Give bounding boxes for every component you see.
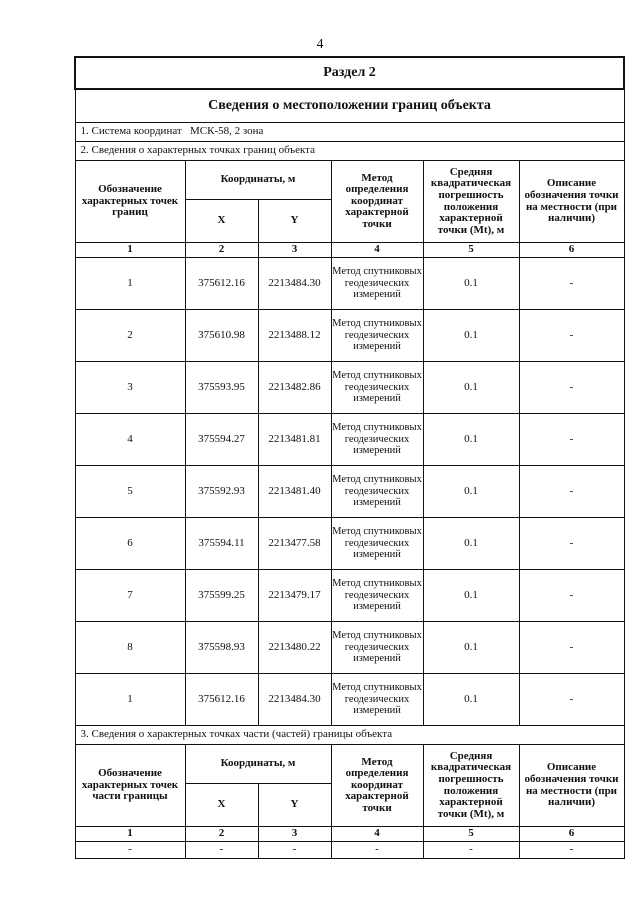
table-row	[75, 466, 624, 518]
header-accuracy: Средняя квадратическая погрешность положения характерной точки (Mt), м	[423, 745, 519, 827]
point-method: Метод спутниковых геодезических измерений	[331, 466, 423, 518]
header-coordinates: Координаты, м	[185, 745, 331, 784]
point-x: 375599.25	[185, 570, 258, 622]
point-mt: 0.1	[423, 258, 519, 310]
col-number: 2	[185, 243, 258, 258]
col-number: 6	[519, 243, 624, 258]
point-x: 375594.11	[185, 518, 258, 570]
point-mt: 0.1	[423, 674, 519, 726]
header-method: Метод определения координат характерной точки	[331, 161, 423, 243]
point-method: Метод спутниковых геодезических измерений	[331, 310, 423, 362]
point-id: 5	[75, 466, 185, 518]
column-numbers-row	[75, 827, 624, 842]
part3-cell: -	[519, 842, 624, 859]
table-row	[75, 414, 624, 466]
part3-cell: -	[331, 842, 423, 859]
col-number: 1	[75, 827, 185, 842]
point-id: 8	[75, 622, 185, 674]
header-point-designation: Обозначение характерных точек границ	[75, 161, 185, 243]
point-desc: -	[519, 674, 624, 726]
section-subtitle: Сведения о местоположении границ объекта	[75, 89, 624, 123]
header-x: X	[185, 200, 258, 243]
coord-system-value: МСК-58, 2 зона	[189, 125, 264, 138]
table-row	[75, 518, 624, 570]
point-desc: -	[519, 258, 624, 310]
point-desc: -	[519, 414, 624, 466]
point-id: 4	[75, 414, 185, 466]
header-description: Описание обозначения точки на местности (при наличии)	[519, 161, 624, 243]
col-number: 5	[423, 243, 519, 258]
point-desc: -	[519, 310, 624, 362]
header-method: Метод определения координат характерной точки	[331, 745, 423, 827]
header-point-designation-part: Обозначение характерных точек части границы	[75, 745, 185, 827]
point-desc: -	[519, 362, 624, 414]
document-body	[74, 56, 623, 859]
point-method: Метод спутниковых геодезических измерений	[331, 258, 423, 310]
part3-cell: -	[258, 842, 331, 859]
point-y: 2213482.86	[258, 362, 331, 414]
point-y: 2213481.81	[258, 414, 331, 466]
point-method: Метод спутниковых геодезических измерений	[331, 414, 423, 466]
point-method: Метод спутниковых геодезических измерений	[331, 518, 423, 570]
col-number: 6	[519, 827, 624, 842]
table-row	[75, 310, 624, 362]
point-id: 7	[75, 570, 185, 622]
point-mt: 0.1	[423, 570, 519, 622]
point-mt: 0.1	[423, 466, 519, 518]
point-method: Метод спутниковых геодезических измерений	[331, 362, 423, 414]
point-x: 375592.93	[185, 466, 258, 518]
point-desc: -	[519, 518, 624, 570]
part3-cell: -	[423, 842, 519, 859]
col-number: 2	[185, 827, 258, 842]
point-id: 6	[75, 518, 185, 570]
point-x: 375593.95	[185, 362, 258, 414]
table-row	[75, 622, 624, 674]
point-mt: 0.1	[423, 622, 519, 674]
header-description: Описание обозначения точки на местности (при наличии)	[519, 745, 624, 827]
col-number: 5	[423, 827, 519, 842]
point-x: 375610.98	[185, 310, 258, 362]
point-mt: 0.1	[423, 362, 519, 414]
point-mt: 0.1	[423, 518, 519, 570]
coord-system-line	[75, 123, 624, 142]
header-x: X	[185, 784, 258, 827]
point-y: 2213481.40	[258, 466, 331, 518]
part3-cell: -	[75, 842, 185, 859]
point-y: 2213479.17	[258, 570, 331, 622]
point-method: Метод спутниковых геодезических измерений	[331, 674, 423, 726]
point-desc: -	[519, 570, 624, 622]
point-y: 2213488.12	[258, 310, 331, 362]
section-title: Раздел 2	[75, 57, 624, 89]
point-method: Метод спутниковых геодезических измерений	[331, 570, 423, 622]
table-row	[75, 362, 624, 414]
point-y: 2213484.30	[258, 674, 331, 726]
coord-system-label: 1. Система координат	[80, 125, 182, 138]
col-number: 3	[258, 243, 331, 258]
table-row	[75, 674, 624, 726]
point-x: 375598.93	[185, 622, 258, 674]
header-accuracy: Средняя квадратическая погрешность положения характерной точки (Mt), м	[423, 161, 519, 243]
point-id: 1	[75, 674, 185, 726]
page-number: 4	[316, 37, 324, 52]
column-numbers-row	[75, 243, 624, 258]
col-number: 4	[331, 243, 423, 258]
point-y: 2213477.58	[258, 518, 331, 570]
point-desc: -	[519, 466, 624, 518]
part3-cell: -	[185, 842, 258, 859]
point-id: 2	[75, 310, 185, 362]
point-id: 1	[75, 258, 185, 310]
part2-title: 2. Сведения о характерных точках границ объекта	[75, 142, 624, 161]
table-row	[75, 842, 624, 859]
point-mt: 0.1	[423, 310, 519, 362]
point-method: Метод спутниковых геодезических измерений	[331, 622, 423, 674]
table-row	[75, 570, 624, 622]
point-x: 375612.16	[185, 674, 258, 726]
col-number: 4	[331, 827, 423, 842]
point-mt: 0.1	[423, 414, 519, 466]
table-row	[75, 258, 624, 310]
point-y: 2213480.22	[258, 622, 331, 674]
col-number: 1	[75, 243, 185, 258]
col-number: 3	[258, 827, 331, 842]
point-desc: -	[519, 622, 624, 674]
point-y: 2213484.30	[258, 258, 331, 310]
point-x: 375594.27	[185, 414, 258, 466]
section-table	[74, 56, 625, 859]
header-coordinates: Координаты, м	[185, 161, 331, 200]
point-x: 375612.16	[185, 258, 258, 310]
header-y: Y	[258, 200, 331, 243]
header-y: Y	[258, 784, 331, 827]
point-id: 3	[75, 362, 185, 414]
part3-title: 3. Сведения о характерных точках части (частей) границы объекта	[75, 726, 624, 745]
